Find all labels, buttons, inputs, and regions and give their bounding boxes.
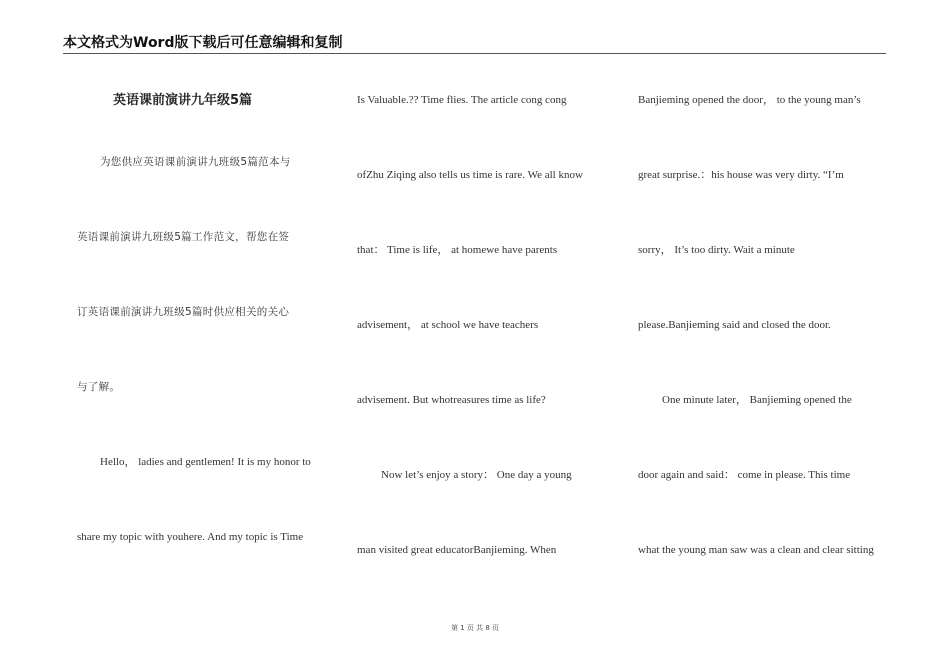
paragraph-line: 订英语课前演讲九班级5篇时供应相关的关心 [77, 306, 290, 318]
paragraph-line: 英语课前演讲九班级5篇工作范文，帮您在签 [77, 231, 290, 243]
paragraph-line: ofZhu Ziqing also tells us time is rare. We all know [357, 169, 583, 181]
paragraph-line: Is Valuable.?? Time flies. The article cong cong [357, 94, 567, 106]
paragraph-line: what the young man saw was a clean and clear sitting [638, 544, 874, 556]
article-title: 英语课前演讲九年级5篇 [113, 93, 253, 108]
paragraph-line: 为您供应英语课前演讲九班级5篇范本与 [100, 156, 291, 168]
paragraph-line: Hello， ladies and gentlemen! It is my honor to [100, 456, 311, 468]
paragraph-line: 与了解。 [77, 381, 121, 393]
document-header: 本文格式为Word版下载后可任意编辑和复制 [63, 35, 343, 51]
paragraph-line: sorry， It’s too dirty. Wait a minute [638, 244, 795, 256]
header-divider [63, 53, 886, 54]
paragraph-line: One minute later， Banjieming opened the [662, 394, 852, 406]
paragraph-line: share my topic with youhere. And my topic is Time [77, 531, 304, 543]
paragraph-line: please.Banjieming said and closed the door. [638, 319, 831, 331]
page-number: 第 1 页 共 8 页 [450, 624, 500, 632]
paragraph-line: advisement， at school we have teachers [357, 319, 539, 331]
paragraph-line: Now let’s enjoy a story： One day a young [381, 469, 572, 481]
paragraph-line: Banjieming opened the door， to the young man’s [638, 94, 861, 106]
paragraph-line: that： Time is life， at homewe have parents [357, 244, 558, 256]
paragraph-line: door again and said： come in please. This time [638, 469, 851, 481]
paragraph-line: great surprise.：his house was very dirty. “I’m [638, 169, 844, 181]
paragraph-line: man visited great educatorBanjieming. When [357, 544, 557, 556]
paragraph-line: advisement. But whotreasures time as life? [357, 394, 546, 406]
